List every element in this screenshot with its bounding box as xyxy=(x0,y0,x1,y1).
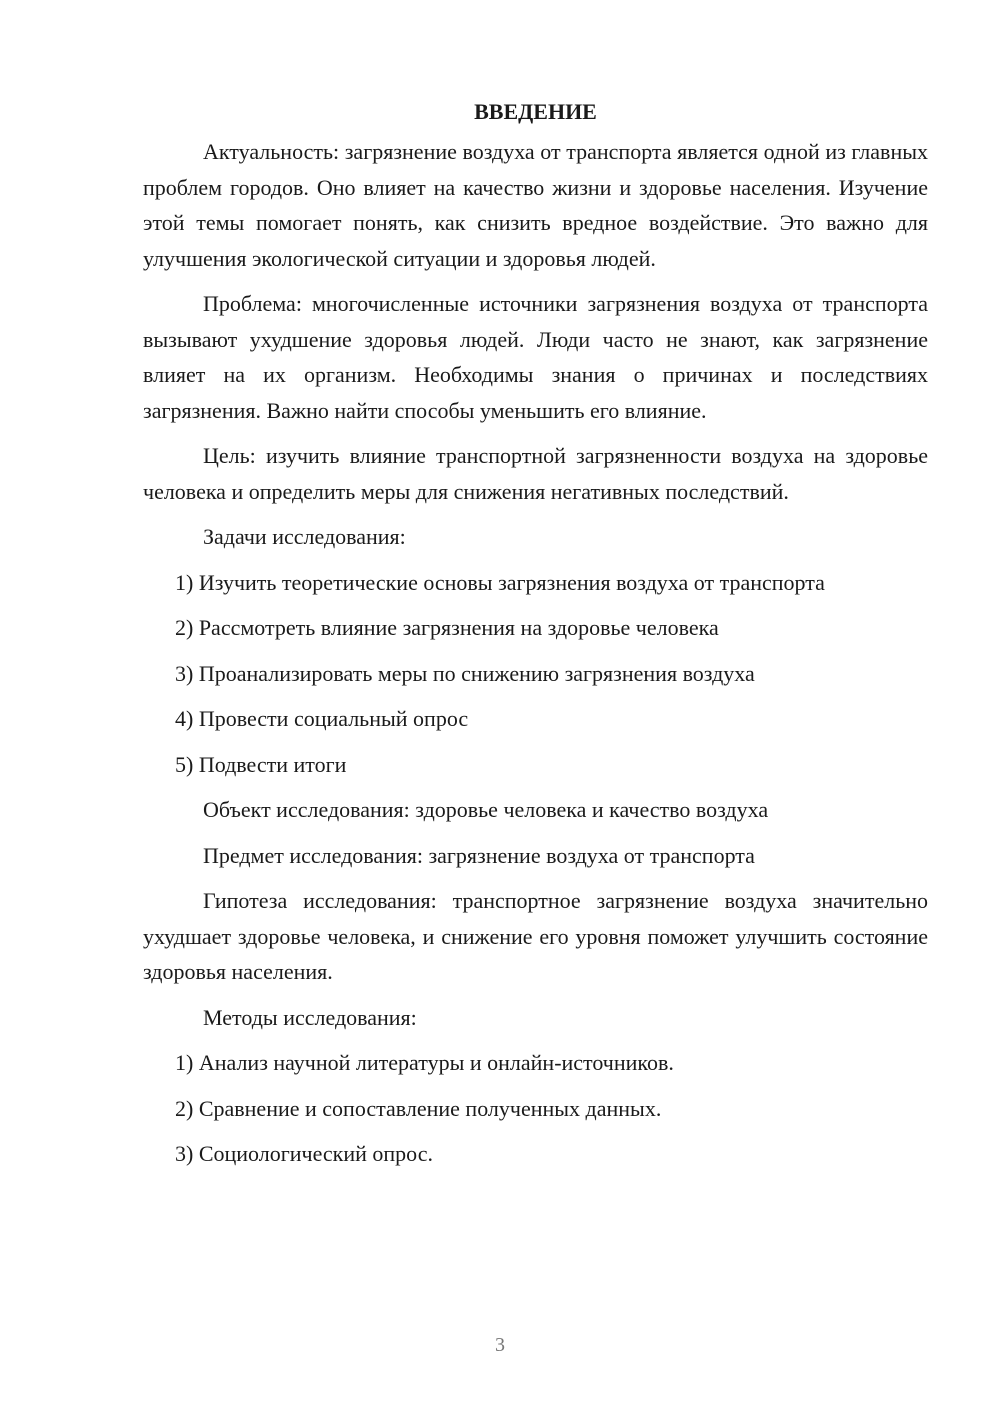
problem-paragraph: Проблема: многочисленные источники загрязнения воздуха от транспорта вызывают ухудшение здоровья людей. Люди часто не знают, как загрязнение влияет на их организм. Необходимы знания о причинах и последствиях загрязнения. Важно найти способы уменьшить его влияние. xyxy=(143,291,928,423)
page-number: 3 xyxy=(495,1334,505,1356)
goal-paragraph: Цель: изучить влияние транспортной загрязненности воздуха на здоровье человека и определить меры для снижения негативных последствий. xyxy=(143,443,928,504)
list-item: 4) Провести социальный опрос xyxy=(175,706,469,731)
hypothesis-paragraph: Гипотеза исследования: транспортное загрязнение воздуха значительно ухудшает здоровье человека, и снижение его уровня поможет улучшить состояние здоровья населения. xyxy=(143,888,928,984)
list-item: 3) Социологический опрос. xyxy=(175,1141,433,1166)
relevance-paragraph: Актуальность: загрязнение воздуха от транспорта является одной из главных проблем городов. Оно влияет на качество жизни и здоровье населения. Изучение этой темы помогает понять, как снизить вредное воздействие. Это важно для улучшения экологической ситуации и здоровья людей. xyxy=(143,139,928,271)
list-item: 1) Анализ научной литературы и онлайн-источников. xyxy=(175,1050,674,1075)
list-item: 1) Изучить теоретические основы загрязнения воздуха от транспорта xyxy=(175,569,825,595)
list-item: 5) Подвести итоги xyxy=(175,751,347,777)
document-page xyxy=(143,96,928,1182)
tasks-heading: Задачи исследования: xyxy=(203,524,406,549)
methods-list xyxy=(143,1045,928,1172)
list-item: 2) Сравнение и сопоставление полученных данных. xyxy=(175,1095,662,1121)
list-item: 2) Рассмотреть влияние загрязнения на здоровье человека xyxy=(175,615,719,640)
list-item: 3) Проанализировать меры по снижению загрязнения воздуха xyxy=(175,660,755,686)
methods-heading: Методы исследования: xyxy=(203,1004,417,1030)
object-line: Объект исследования: здоровье человека и качество воздуха xyxy=(203,797,769,822)
subject-line: Предмет исследования: загрязнение воздуха от транспорта xyxy=(203,842,755,868)
tasks-list xyxy=(143,565,928,783)
page-title: ВВЕДЕНИЕ xyxy=(474,99,597,124)
